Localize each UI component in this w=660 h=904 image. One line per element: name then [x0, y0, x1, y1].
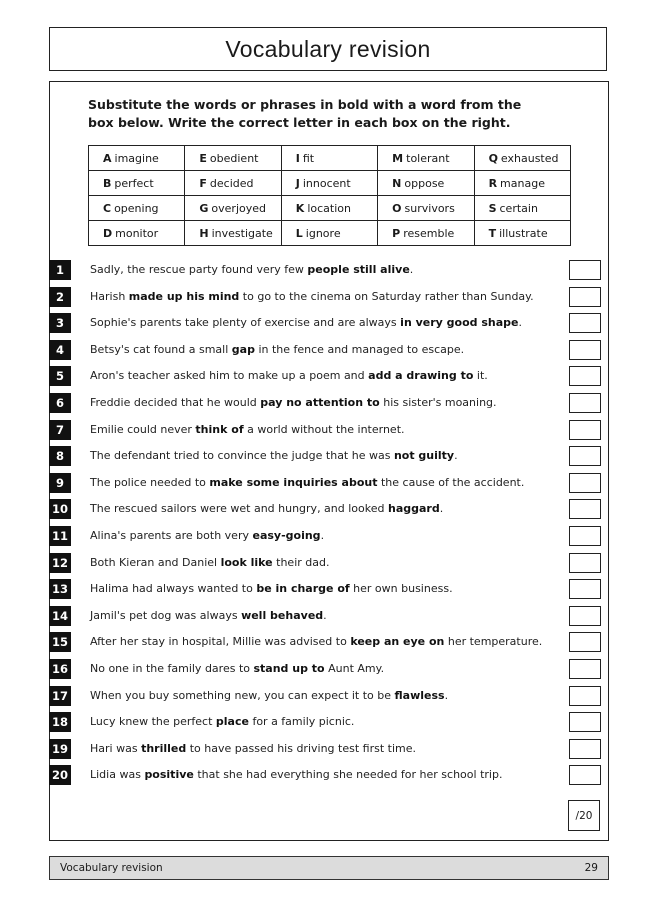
answer-box[interactable] [569, 446, 601, 466]
question-text-after: his sister's moaning. [379, 396, 497, 409]
word-box-row [89, 146, 571, 171]
word-box-row [89, 221, 571, 246]
question-number: 15 [49, 632, 71, 652]
question-text [90, 476, 524, 489]
question-text-after: to go to the cinema on Saturday rather than Sunday. [239, 289, 534, 303]
question-row [49, 420, 609, 440]
question-text-before: Freddie decided that he would [90, 396, 261, 409]
question-number: 8 [49, 446, 71, 466]
option-word: exhausted [500, 151, 559, 165]
word-option [378, 146, 474, 171]
answer-box[interactable] [569, 526, 601, 546]
question-text-before: Both Kieran and Daniel [90, 555, 221, 569]
option-word: innocent [302, 176, 351, 190]
question-text-before: When you buy something new, you can expect it to be [90, 688, 395, 702]
word-option [281, 146, 377, 171]
question-number: 6 [49, 393, 71, 413]
word-option [89, 146, 185, 171]
option-word: fit [302, 151, 315, 165]
bold-phrase: easy-going [252, 529, 321, 542]
question-text-before: No one in the family dares to [90, 662, 254, 675]
bold-phrase: gap [231, 342, 255, 356]
word-option [185, 171, 281, 196]
option-letter: P [392, 226, 401, 240]
question-number: 10 [49, 499, 71, 519]
word-box-row [89, 196, 571, 221]
question-text-before: Betsy's cat found a small [90, 342, 232, 356]
bold-phrase: think of [195, 422, 244, 436]
answer-box[interactable] [569, 393, 601, 413]
question-number: 4 [49, 340, 71, 360]
footer-title: Vocabulary revision [60, 862, 163, 874]
word-option [378, 171, 474, 196]
question-number: 9 [49, 473, 71, 493]
bold-phrase: place [215, 715, 249, 729]
question-text [90, 423, 405, 436]
question-text [90, 316, 522, 329]
question-number: 17 [49, 686, 71, 706]
question-text [90, 556, 329, 569]
bold-phrase: in very good shape [400, 316, 519, 330]
question-text [90, 742, 416, 755]
question-row [49, 260, 609, 280]
option-letter: C [103, 201, 112, 215]
option-word: illustrate [499, 226, 548, 240]
question-text-after: her temperature. [444, 635, 543, 649]
question-row [49, 606, 609, 626]
question-text-after: a world without the internet. [243, 422, 405, 436]
option-word: tolerant [406, 151, 450, 165]
word-option [89, 171, 185, 196]
question-text [90, 609, 327, 622]
question-row [49, 712, 609, 732]
page-title: Vocabulary revision [225, 35, 431, 62]
bold-phrase: add a drawing to [368, 369, 474, 383]
question-row [49, 499, 609, 519]
question-text-after: her own business. [349, 582, 453, 596]
question-text-after: Aunt Amy. [324, 662, 385, 675]
answer-box[interactable] [569, 632, 601, 652]
bold-phrase: pay no attention to [260, 396, 380, 409]
question-text-after: that she had everything she needed for her school trip. [193, 768, 503, 782]
answer-box[interactable] [569, 712, 601, 732]
bold-phrase: look like [220, 555, 273, 569]
question-text [90, 768, 502, 781]
option-letter: F [199, 176, 207, 190]
question-text-after: . [323, 608, 327, 622]
question-text-before: Lucy knew the perfect [90, 715, 216, 729]
question-row [49, 659, 609, 679]
question-number: 19 [49, 739, 71, 759]
question-text-before: Alina's parents are both very [90, 529, 253, 542]
bold-phrase: be in charge of [256, 582, 350, 596]
question-text-before: Jamil's pet dog was always [90, 608, 242, 622]
question-number: 16 [49, 659, 71, 679]
question-number: 2 [49, 287, 71, 307]
question-text-after: . [320, 529, 325, 542]
answer-box[interactable] [569, 579, 601, 599]
word-option [378, 196, 474, 221]
bold-phrase: not guilty [393, 449, 455, 463]
question-row [49, 340, 609, 360]
word-option [281, 171, 377, 196]
question-text [90, 662, 384, 675]
question-text-after: their dad. [272, 555, 330, 569]
option-letter: H [199, 226, 209, 240]
question-text-before: The defendant tried to convince the judge that he was [90, 449, 394, 463]
footer-bar [49, 856, 609, 880]
option-word: ignore [305, 226, 341, 240]
word-option [185, 146, 281, 171]
option-letter: N [392, 176, 402, 190]
question-row [49, 686, 609, 706]
bold-phrase: haggard [388, 502, 440, 516]
question-text-before: After her stay in hospital, Millie was advised to [90, 635, 351, 649]
question-text-after: in the fence and managed to escape. [254, 342, 465, 356]
question-text [90, 502, 443, 515]
question-text-after: it. [473, 369, 488, 383]
option-word: certain [499, 201, 538, 215]
question-number: 18 [49, 712, 71, 732]
option-letter: E [199, 151, 207, 165]
question-text-after: for a family picnic. [248, 715, 355, 729]
bold-phrase: thrilled [141, 741, 187, 755]
answer-box[interactable] [569, 287, 601, 307]
option-letter: L [295, 226, 303, 240]
option-letter: A [103, 151, 112, 165]
option-word: monitor [115, 226, 159, 240]
bold-phrase: well behaved [241, 608, 324, 622]
question-number: 7 [49, 420, 71, 440]
question-text [90, 263, 413, 276]
question-text-before: Lidia was [90, 768, 145, 782]
answer-box[interactable] [569, 739, 601, 759]
question-number: 13 [49, 579, 71, 599]
question-number: 12 [49, 553, 71, 573]
instruction-line: Substitute the words or phrases in bold with a word from the [88, 97, 522, 112]
question-row [49, 765, 609, 785]
question-text-after: . [454, 449, 458, 463]
word-box-row [89, 171, 571, 196]
option-letter: O [392, 201, 402, 215]
bold-phrase: keep an eye on [350, 635, 445, 649]
word-option [378, 221, 474, 246]
word-option [474, 196, 570, 221]
question-row [49, 739, 609, 759]
question-row [49, 632, 609, 652]
option-word: survivors [404, 201, 455, 215]
answer-box[interactable] [569, 765, 601, 785]
question-row [49, 473, 609, 493]
option-word: oppose [404, 176, 445, 190]
word-option [185, 221, 281, 246]
answer-box[interactable] [569, 366, 601, 386]
question-text [90, 396, 497, 409]
question-text-before: Sadly, the rescue party found very few [90, 263, 308, 276]
option-letter: Q [488, 151, 498, 165]
question-text-before: Halima had always wanted to [90, 582, 257, 596]
bold-phrase: stand up to [253, 662, 325, 675]
word-option [474, 146, 570, 171]
option-word: location [307, 201, 351, 215]
word-option [474, 221, 570, 246]
question-text [90, 449, 458, 462]
word-box [88, 145, 571, 246]
question-text [90, 529, 324, 542]
option-word: resemble [403, 226, 455, 240]
instructions [88, 96, 522, 132]
answer-box[interactable] [569, 659, 601, 679]
bold-phrase: made up his mind [128, 289, 240, 303]
answer-box[interactable] [569, 473, 601, 493]
option-letter: B [103, 176, 112, 190]
answer-box[interactable] [569, 260, 601, 280]
option-word: imagine [114, 151, 159, 165]
question-text [90, 369, 488, 382]
question-row [49, 579, 609, 599]
question-number: 1 [49, 260, 71, 280]
option-word: decided [209, 176, 254, 190]
answer-box[interactable] [569, 686, 601, 706]
answer-box[interactable] [569, 606, 601, 626]
question-number: 20 [49, 765, 71, 785]
question-text-before: The police needed to [90, 475, 210, 489]
answer-box[interactable] [569, 499, 601, 519]
option-letter: D [103, 226, 113, 240]
question-text-after: . [409, 263, 414, 276]
bold-phrase: positive [144, 768, 194, 782]
option-letter: G [199, 201, 209, 215]
answer-box[interactable] [569, 553, 601, 573]
question-row [49, 366, 609, 386]
question-text-after: the cause of the accident. [377, 475, 525, 489]
option-letter: T [488, 226, 497, 240]
question-text-after: . [439, 502, 444, 516]
question-row [49, 393, 609, 413]
word-option [281, 221, 377, 246]
word-option [89, 221, 185, 246]
answer-box[interactable] [569, 313, 601, 333]
bold-phrase: flawless [394, 688, 445, 702]
option-letter: S [488, 201, 497, 215]
word-option [281, 196, 377, 221]
option-word: manage [500, 176, 545, 190]
question-number: 5 [49, 366, 71, 386]
question-text-after: . [444, 688, 449, 702]
question-text-before: Hari was [90, 741, 142, 755]
question-number: 3 [49, 313, 71, 333]
option-letter: K [295, 201, 305, 215]
option-letter: M [392, 151, 404, 165]
question-text-before: Sophie's parents take plenty of exercise and are always [90, 316, 401, 330]
question-number: 14 [49, 606, 71, 626]
question-row [49, 287, 609, 307]
option-letter: J [295, 176, 300, 190]
question-text [90, 343, 464, 356]
question-row [49, 526, 609, 546]
question-text-before: Aron's teacher asked him to make up a poem and [90, 369, 369, 383]
question-text-before: Harish [90, 289, 129, 303]
title-box [49, 27, 607, 71]
question-text [90, 689, 448, 702]
question-text-after: . [518, 316, 522, 330]
option-word: opening [114, 201, 159, 215]
question-text [90, 290, 534, 303]
answer-box[interactable] [569, 420, 601, 440]
word-option [89, 196, 185, 221]
answer-box[interactable] [569, 340, 601, 360]
option-word: obedient [209, 151, 259, 165]
word-option [185, 196, 281, 221]
question-text-before: The rescued sailors were wet and hungry, and looked [90, 502, 388, 516]
question-number: 11 [49, 526, 71, 546]
word-option [474, 171, 570, 196]
question-row [49, 553, 609, 573]
bold-phrase: make some inquiries about [209, 475, 378, 489]
question-text-after: to have passed his driving test first time. [186, 741, 416, 755]
option-word: perfect [114, 176, 154, 190]
question-row [49, 446, 609, 466]
score-box[interactable]: /20 [568, 800, 600, 831]
option-letter: I [295, 151, 300, 165]
question-row [49, 313, 609, 333]
instruction-line: box below. Write the correct letter in each box on the right. [88, 115, 511, 130]
question-text [90, 715, 354, 728]
option-letter: R [488, 176, 498, 190]
bold-phrase: people still alive [307, 263, 410, 276]
question-text [90, 582, 453, 595]
option-word: overjoyed [211, 201, 266, 215]
page-number: 29 [584, 862, 598, 874]
question-text [90, 635, 542, 648]
question-text-before: Emilie could never [90, 422, 196, 436]
option-word: investigate [211, 226, 273, 240]
